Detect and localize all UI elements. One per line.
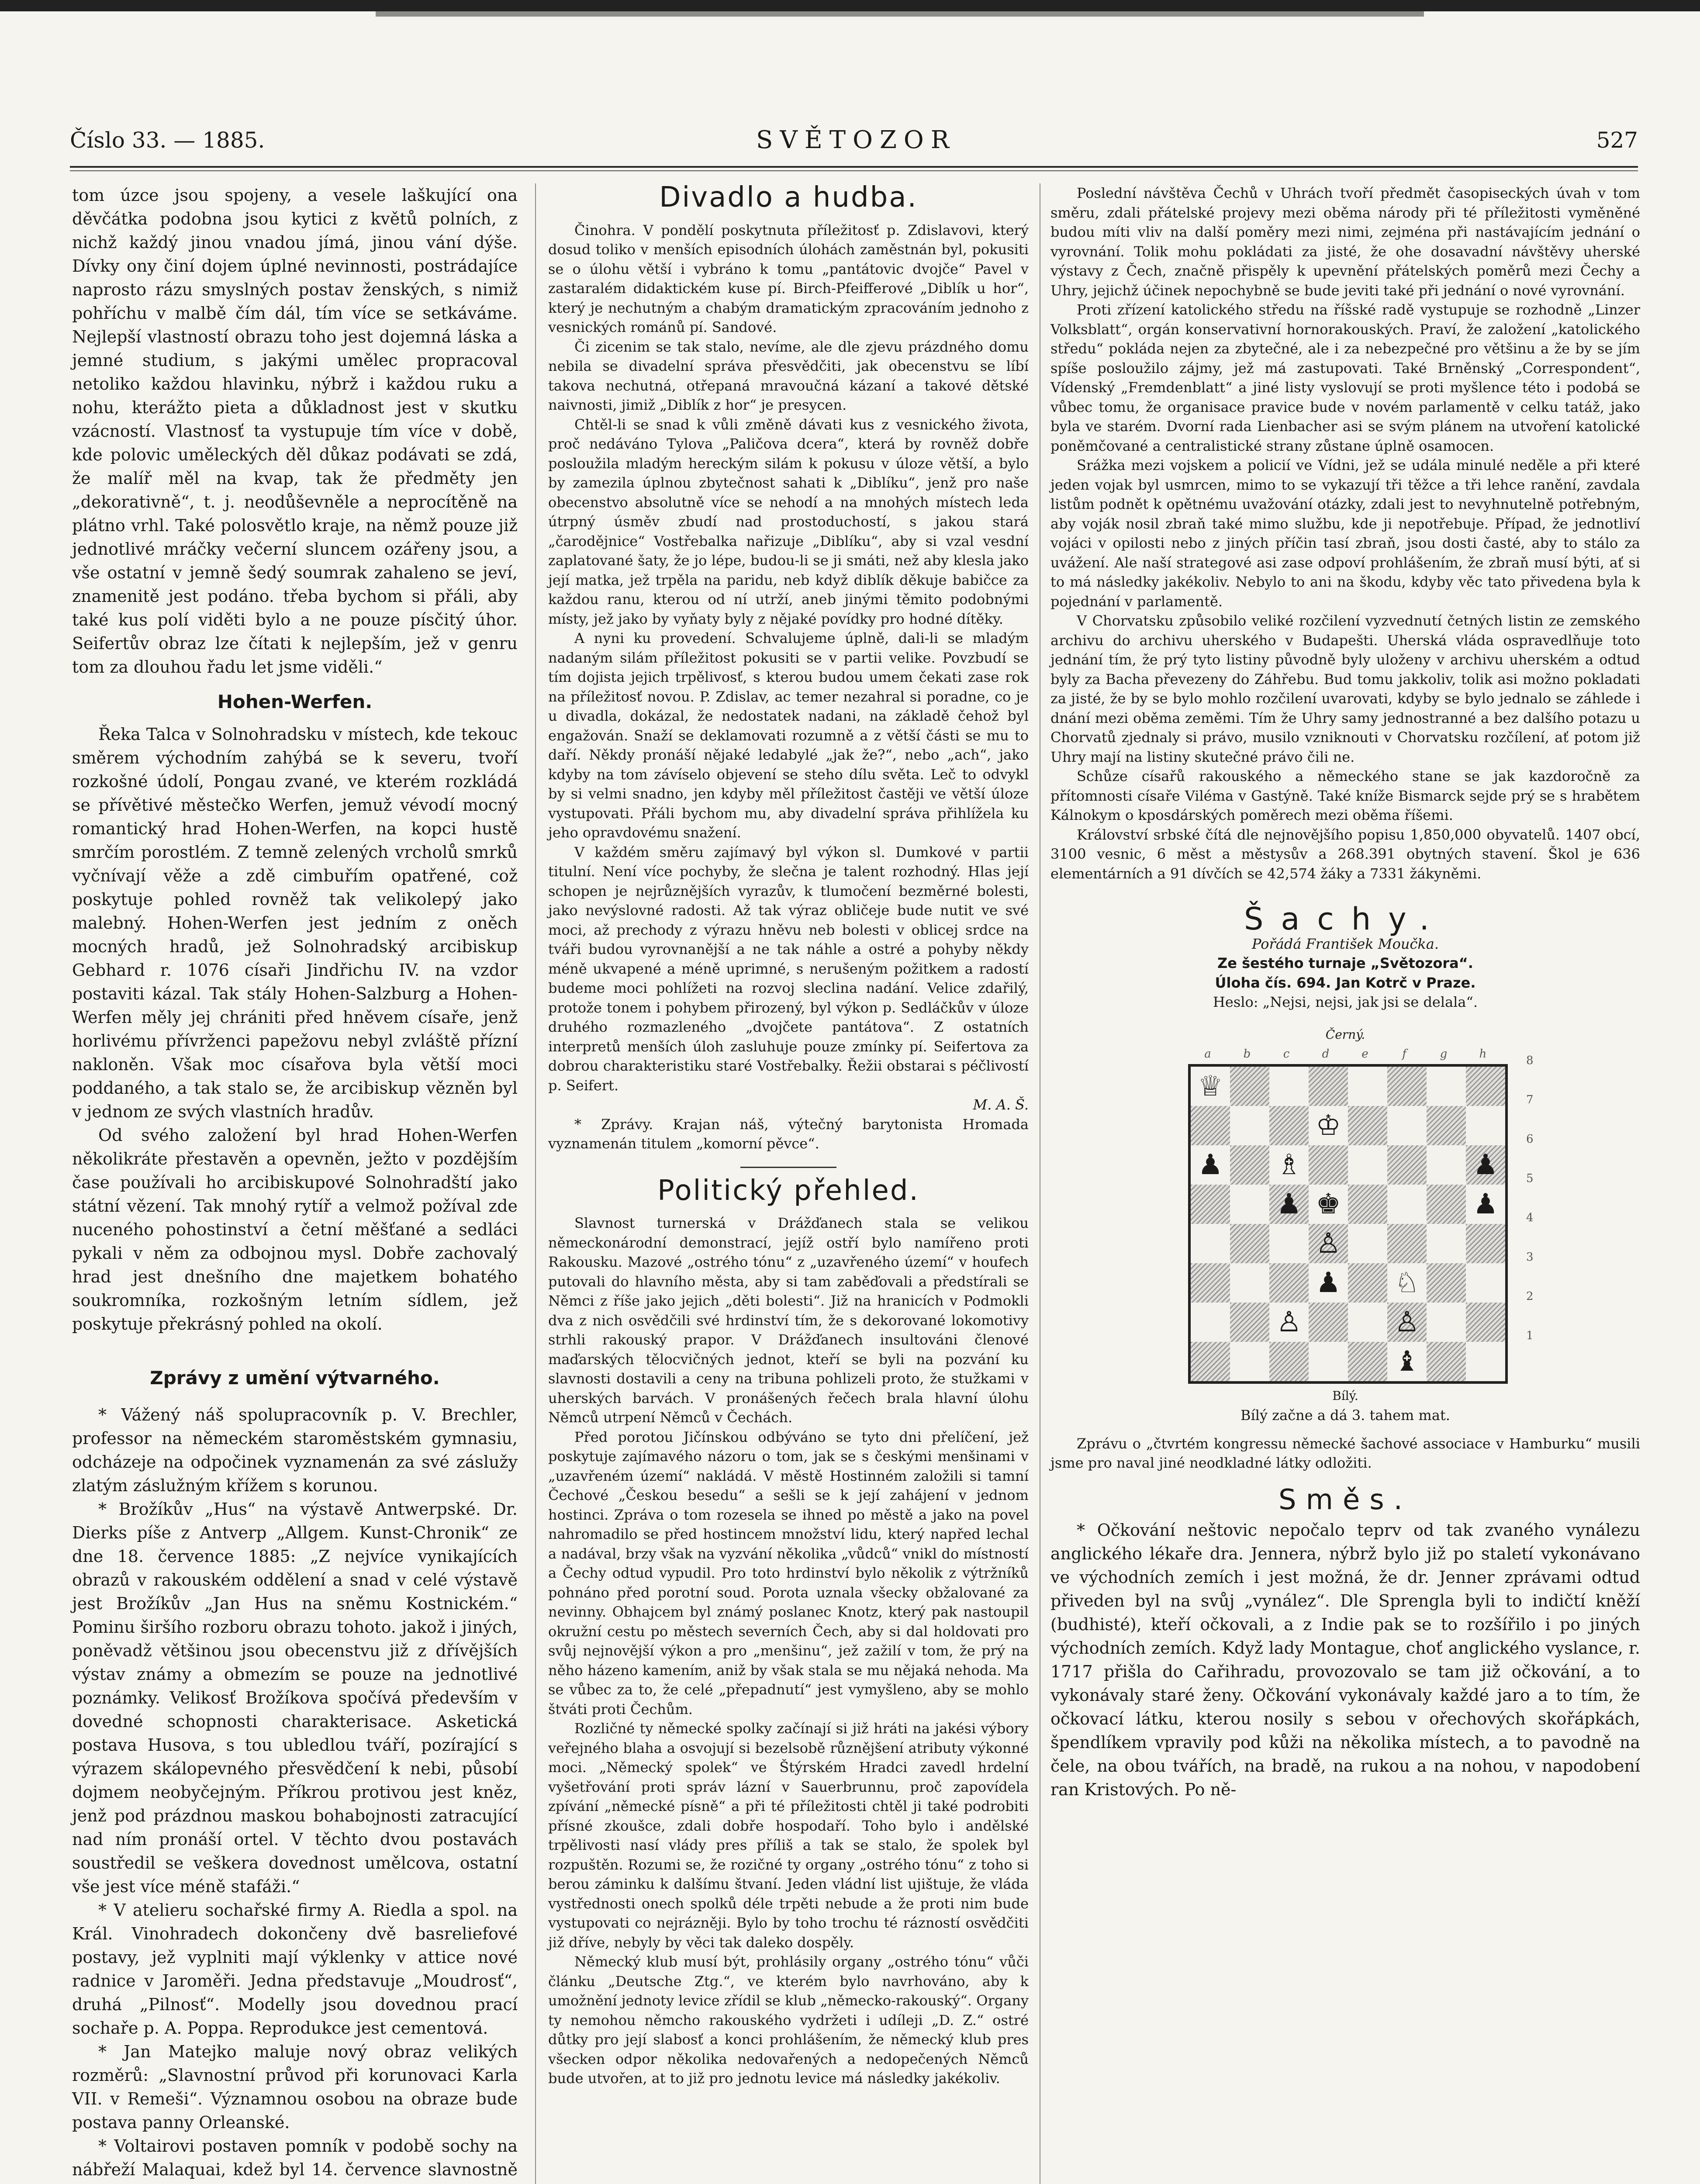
paragraph: Německý klub musí být, prohlásily organy „ostrého tónu“ vůči článku „Deutsche Ztg.“, ve kterém bylo navrhováno, aby k umožnění jednoty levice zřídil se klub „německo-rakouský“. Organy ty nemohou němcho rakouského vydržeti i udíleji „D. Z.“ ostré důtky pro její slabosť a konci prohlášením, že německý klub pres všecken odpor několika nedovařených a nedopečených Němců bude utvořen, at to již pro jednotu levice má následky jakékoliv. (548, 1953, 1029, 2087)
chess-square-e6 (1348, 1145, 1387, 1185)
news-item: * Vážený náš spolupracovník p. V. Brechler, professor na německém staroměstském gymnasiu, odcházeje na odpočinek vyznamenán za své záslužy zlatým záslužným křížem s korunou. (72, 1405, 518, 1495)
paragraph: Schůze císařů rakouského a německého stane se jak kazdoročně za přítomnosti císaře Viléma v Gastýně. Také kníže Bismarck sejde prý se s hrabětem Kálnokym o kposdárských poměrech mezi oběma říšemi. (1050, 768, 1640, 823)
chess-square-b2 (1230, 1303, 1269, 1342)
masthead: SVĚTOZOR (756, 126, 956, 154)
chess-square-f3: ♘ (1387, 1263, 1427, 1303)
chess-side-black: Černý. (1325, 1027, 1365, 1042)
paragraph: A nyni ku provedení. Schvalujeme úplně, dali-li se mladým nadaným silám příležitost pokusiti se v partii velike. Povzbudí se tím dojista jejich trpělivosť, s kterou budou umem čekati zase rok na příležitosť novou. P. Zdislav, ac temer nezahral si poradne, co je u divadla, dokázal, že nedostatek nadani, na základě čehož byl engažován. Snaží se deklamovati rozumně a z větší části se mu to daří. Někdy pronáší nějaké ledabylé „jak že?“, nebo „ach“, jako kdyby na tom závíselo objevení se steho dílu světa. Leč to odvykl by si velmi snadno, jen kdyby měl příležitost častěji ve větší úloze vystupovati. Přáli bychom mu, aby divadelní správa přihlížela ku jeho opravdovému snažení. (548, 630, 1029, 841)
chess-file-label: b (1243, 1047, 1251, 1061)
article-continuation: tom úzce jsou spojeny, a vesele laškující ona děvčátka podobna jsou kytici z květů polních, z nichž každý jinou vnadou jímá, jinou vání dýše. Dívky ony činí dojem úplné nevinnosti, postrádajíce naprosto rázu smyslných postav ženských, s nimiž pohříchu v malbě čím dál, tím více se setkáváme. Nejlepší vlastností obrazu toho jest dojemná láska a jemné studium, s jakými umělec propracoval netoliko každou hlavinku, nýbrž i každou ruku a nohu, kterážto pieta a důkladnost jest v skutku vzácností. Vlastnosť ta vystupuje tím více v době, kde polovic uměleckých děl důkaz podávati se zdá, že malíř měl na kvap, tak že předměty jen „dekorativně“, t. j. neodůševněle a neprocítěně na plátno vrhl. Také polosvětlo kraje, na němž pouze již jednotlivé mráčky večerní sluncem ozářeny jsou, a vše ostatní v jemně šedý soumrak zahaleno se jeví, znamenitě jest podáno. třeba bychom si přáli, aby také kus polí viděti bylo a ne pouze písčitý úhor. Seifertův obraz lze čítati k nejlepším, jež v genru tom za dlouhou řadu let jsme viděli.“ (72, 186, 518, 677)
paragraph: * Očkování neštovic nepočalo teprv od tak zvaného vynálezu anglického lékaře dra. Jennera, nýbrž bylo již po staletí vykonávano ve východních zemích i jest možná, že dr. Jenner zprávami odtud přiveden byl na svůj „vynález“. Dle Sprengla byli to indičtí kněží (budhisté), kteří očkovali, a z Indie pak se to rozšířilo i po jiných východních zemích. Když lady Montague, choť anglického vyslance, r. 1717 přišla do Cařihradu, provozovalo se tam již očkování, a to vykonávaly staré ženy. Očkování vykonávaly každé jaro a to tím, že očkovací látku, kterou nosily s sebou v ořechových skořápkách, špendlíkem vpravily pod kůži na několika místech, a to pavodně na čele, na obou tvářích, na bradě, na rukou a na nohou, v napodobení ran Kristových. Po ně- (1050, 1521, 1640, 1799)
chess-square-d3: ♟ (1309, 1263, 1348, 1303)
chess-file-label: c (1283, 1047, 1290, 1061)
chess-square-d6 (1309, 1145, 1348, 1185)
chess-square-g7 (1427, 1106, 1466, 1145)
chess-file-labels (1188, 1044, 1503, 1064)
chess-editor: Pořádá František Moučka. (1251, 935, 1439, 952)
section-title-politicky-prehled: Politický přehled. (657, 1174, 919, 1207)
page-number: 527 (1596, 128, 1638, 153)
chess-rank-label: 4 (1526, 1211, 1534, 1224)
chess-square-d4: ♙ (1309, 1224, 1348, 1263)
chess-square-a2 (1191, 1303, 1230, 1342)
chess-square-d8 (1309, 1067, 1348, 1106)
chess-square-d2 (1309, 1303, 1348, 1342)
chess-square-f1: ♝ (1387, 1342, 1427, 1381)
chess-square-g5 (1427, 1185, 1466, 1224)
section-title-hohen-werfen: Hohen-Werfen. (217, 691, 373, 712)
chess-square-f7 (1387, 1106, 1427, 1145)
scan-top-band (0, 0, 1700, 11)
column-separator-1 (535, 183, 536, 2184)
chess-square-c5: ♟ (1269, 1185, 1309, 1224)
chess-diagram (1171, 1025, 1534, 1406)
chess-square-a7 (1191, 1106, 1230, 1145)
chess-file-label: a (1204, 1047, 1211, 1061)
chess-rank-label: 2 (1526, 1289, 1534, 1303)
chess-square-e8 (1348, 1067, 1387, 1106)
chess-file-label: h (1479, 1047, 1487, 1061)
paragraph: Řeka Talca v Solnohradsku v místech, kde tekouc směrem východním zahýbá se k severu, tvoří rozkošné údolí, Pongau zvané, ve kterém rozkládá se přívětivé městečko Werfen, jemuž vévodí mocný romantický hrad Hohen-Werfen, na kopci hustě smrčím porostlém. Z temně zelených vrcholů smrků vyčnívají věže a zdě cimbuřím opatřené, což poskytuje pohled rovněž tak velikolepý jako malebný. Hohen-Werfen jest jedním z oněch mocných hradů, jež Solnohradský arcibiskup Gebhard r. 1076 císaři Jindřichu IV. na vzdor postaviti kázal. Tak stály Hohen-Salzburg a Hohen-Werfen měly jej chrániti před hněvem císaře, jenž horlivému přívrženci papežovu nebyl zvláště přízní nakloněn. Však moc císařova byla větší moci poddaného, a tak stalo se, že arcibiskup vězněn byl v jednom ze svých vlastních hradův. (72, 725, 518, 1121)
news-item: * Jan Matejko maluje nový obraz velikých rozměrů: „Slavnostní průvod při korunovaci Karla VII. v Remeši“. Významnou osobou na obraze bude postava panny Orleanské. (72, 2042, 518, 2132)
section-title-smes: Směs. (1278, 1483, 1413, 1516)
paragraph: Poslední návštěva Čechů v Uhrách tvoří předmět časopiseckých úvah v tom směru, zdali přátelské projevy mezi oběma národy při té příležitosti vyměněné budou míti vliv na další poměry mezi nimi, zejména při nastávajícím jednání o vyrovnání. Tolik mohu pokládati za jisté, že ohe dosavadní návštěvy uherské výstavy z Čech, značně přispěly k upevnění přátelských poměrů mezi Čechy a Uhry, jejichž účinek nepochybně se bude jeviti také při jednání o nové vyrovnání. (1050, 185, 1640, 299)
chess-square-f8 (1387, 1067, 1427, 1106)
chess-square-c1 (1269, 1342, 1309, 1381)
chess-square-a6: ♟ (1191, 1145, 1230, 1185)
chess-square-b3 (1230, 1263, 1269, 1303)
paragraph: Před porotou Jičínskou odbýváno se tyto dni přelíčení, jež poskytuje zajímavého názoru o tom, jak se s českými menšinami v „uzavřeném území“ nakládá. V městě Hostinném založili si tamní Čechové „Českou besedu“ a sešli se k její zahájení v jednom hostinci. Zpráva o tom rozesela se ihned po městě a jako na povel nahromadilo se před hostincem množství lidu, který napřed lechal a nadával, brzy však na vyzvání několika „vůdců“ vnikl do místností a Čechy odtud vypudil. Pro toto hrdinství bylo několik z výtržníků pohnáno před porotní soud. Porota uznala všecky obžalované za nevinny. Obhajcem byl známý poslanec Knotz, který pak nastoupil okružní cestu po městech severních Čech, aby si dal holdovati pro svůj nejnovější výkon a pro „menšinu“, jež zažilí v tom, že prý na něho házeno kamením, aniž by však stala se mu nějaká nehoda. Ma se vůbec za to, že celé „přepadnutí“ jest vymyšleno, aby se mohlo štváti proti Čechům. (548, 1428, 1029, 1717)
chess-square-h7 (1466, 1106, 1505, 1145)
section-divider (740, 1167, 836, 1168)
chess-square-b4 (1230, 1224, 1269, 1263)
chess-square-a5 (1191, 1185, 1230, 1224)
chess-square-c8 (1269, 1067, 1309, 1106)
chess-square-c2: ♙ (1269, 1303, 1309, 1342)
chess-square-h5: ♟ (1466, 1185, 1505, 1224)
paragraph: V Chorvatsku způsobilo veliké rozčilení vyzvednutí četných listin ze zemského archivu do archivu uherského v Budapešti. Uherská vláda ospravedlňuje toto jednání tím, že prý tyto listiny původně byly uloženy v archivu uherském a odtud byly za Bacha převezeny do Záhřebu. Bud tomu jakkoliv, tolik asi možno pokladati za jisté, že by se bylo mohlo rozčilení uvarovati, kdyby se bylo jednalo se záhlede i dnání mezi oběma zeměmi. Tím že Uhry samy jednostranné a bez dalšího potazu u Chorvatů zjednaly si právo, musilo vzniknouti v Chorvatsku rozčílení, ať potom již Uhry mají na listiny skutečné právo čili ne. (1050, 612, 1640, 765)
issue-number: Číslo 33. — 1885. (70, 128, 265, 153)
chess-rank-label: 7 (1526, 1093, 1534, 1106)
chess-square-h8 (1466, 1067, 1505, 1106)
chess-square-g8 (1427, 1067, 1466, 1106)
chess-square-d1 (1309, 1342, 1348, 1381)
paragraph: Slavnost turnerská v Drážďanech stala se velikou německonárodní demonstrací, jejíž ostří bylo namířeno proti Rakousku. Mazové „ostrého tónu“ z „uzavřeného území“ v houfech putovali do hlavního města, aby si tam zaběďovali a předstírali se Němci z říše jako jejich „děti bolesti“. Již na hranicích v Podmokli dva z nich osvědčili své hrdinství tím, že s dekorované lokomotivy strhli rakouský prapor. V Drážďanech insultováni členové maďarských tělocvičných jednot, kteří se byli na pozvání ku slavnosti dostavili a ceny na tribuna pohlizeli proto, že stužkami v uherských barvách. V pronášených řečech brala hlavní úlohu Němců utrpení Němců v Čechách. (548, 1215, 1029, 1426)
chess-square-h6: ♟ (1466, 1145, 1505, 1185)
chess-square-h3 (1466, 1263, 1505, 1303)
chess-square-f5 (1387, 1185, 1427, 1224)
chess-square-g6 (1427, 1145, 1466, 1185)
chess-square-c7 (1269, 1106, 1309, 1145)
chess-square-h2 (1466, 1303, 1505, 1342)
chess-square-a8: ♕ (1191, 1067, 1230, 1106)
chess-square-b8 (1230, 1067, 1269, 1106)
chess-square-c4 (1269, 1224, 1309, 1263)
chess-square-e3 (1348, 1263, 1387, 1303)
chess-rank-label: 3 (1526, 1250, 1534, 1264)
chess-file-label: d (1322, 1047, 1330, 1061)
chess-square-b5 (1230, 1185, 1269, 1224)
chess-square-d5: ♚ (1309, 1185, 1348, 1224)
paragraph: Proti zřízení katolického středu na říšské radě vystupuje se rozhodně „Linzer Volksblatt“, orgán konservativní hornorakouských. Praví, že založení „katolického středu“ pokláda nejen za zbytečné, ale i za nebezpečné pro většinu a že by se jím spíše posloužilo zájmy, jež má zastupovati. Také Brněnský „Correspondent“, Vídenský „Fremdenblatt“ a jiné listy vyslovují se proti myšlence této i podobá se vůbec tomu, že organisace pravice bude v novém parlamentě v celku tatáž, jako byla ve starém. Dvorní rada Lienbacher asi se svým plánem na utvoření katolické poněmčované a centralistické strany zůstane úplně osamocen. (1050, 301, 1640, 454)
paragraph: Rozličné ty německé spolky začínají si již hráti na jakési výbory veřejného blaha a osvojují si bezelsobě různějšení atributy výkonné moci. „Německý spolek“ ve Štýrském Hradci zavedl hrdelní vyšetřování proti správ lázní v Sauerbrunnu, proč zapovídela zpívání „německé písně“ a při té příležitosti chtěl ji také podrobiti přísné zkoušce, zdali dobře hospodaří. Toho bylo i andělské trpělivosti nasí vlády pres příliš a tak se stalo, že spolek byl rozpuštěn. Rozumi se, že rozičné ty organy „ostrého tónu“ z toho si berou záminku k dalšímu štvaní. Jeden vládní list ujištuje, že vláda vystřednosti onech spolků déle trpěti nebude a že proti nim bude vystupovati co nejrázněji. Bylo by toho trochu té rázností osvědčiti již dříve, nebyly by věci tak daleko dospěly. (548, 1720, 1029, 1951)
chess-motto: Heslo: „Nejsi, nejsi, jak jsi se delala“. (1213, 994, 1478, 1010)
author-signature: M. A. Š. (973, 1096, 1029, 1113)
chess-rank-label: 8 (1526, 1054, 1534, 1067)
chess-square-g2 (1427, 1303, 1466, 1342)
chess-rank-label: 6 (1526, 1132, 1534, 1146)
chess-square-g4 (1427, 1224, 1466, 1263)
paragraph: Chtěl-li se snad k vůli změně dávati kus z vesnického života, proč nedáváno Tylova „Paličova dcera“, která by rovněž dobře posloužila mladým hereckým silám k pokusu v úloze větší, a bylo by zamezila úplnou zbytečnost sahati k „Diblíku“, jenž pro naše obecenstvo absolutně více se nehodí a na mnohých místech leda útrpný úsměv zbudí nad prostoduchostí, s jakou stará „čarodějnice“ Vostřebalka nařizuje „Diblíku“, aby si vzal vesdní zaplatované šaty, že jo lépe, budou-li se ji smáti, než aby klesla jako její matka, jež trpěla na paridu, neb když diblík děkuje babičce za každou ranu, kterou od ní utrží, aneb jinými těmito podobnými místy, jež jako by vyňaty byly z nějaké povídky pro hodné dítěky. (548, 416, 1029, 627)
chess-square-a1 (1191, 1342, 1230, 1381)
section-title-sachy: Šachy. (1244, 901, 1447, 937)
chess-square-h4 (1466, 1224, 1505, 1263)
paragraph: Činohra. V pondělí poskytnuta příležitosť p. Zdislavovi, který dosud toliko v menších episodních úlohách zaměstnán byl, pokusiti se o úlohu větší i vybráno k tomu „pantátovic dvojče“ Pavel v zastaralém didaktickém kuse pí. Birch-Pfeifferové „Diblík u hor“, který je nechutným a chabým dramatickým zpracováním jednoho z vesnických románů pí. Sandové. (548, 221, 1029, 335)
paragraph: Království srbské čítá dle nejnovějšího popisu 1,850,000 obyvatelů. 1407 obcí, 3100 vesnic, 6 měst a městysův a 268.391 obytných stavení. Škol je 636 elementárních a 91 dívčích se 42,574 žáky a 7331 žákyněmi. (1050, 826, 1640, 882)
chess-square-e7 (1348, 1106, 1387, 1145)
chess-note: Zprávu o „čtvrtém kongressu německé šachové associace v Hamburku“ musili jsme pro naval jiné neodkladné látky odložiti. (1050, 1435, 1640, 1471)
column-3 (1050, 183, 1640, 2184)
page-header (70, 128, 1638, 162)
chess-square-e4 (1348, 1224, 1387, 1263)
chess-square-c6: ♗ (1269, 1145, 1309, 1185)
section-title-divadlo: Divadlo a hudba. (659, 181, 918, 214)
paragraph: Srážka mezi vojskem a policií ve Vídni, jež se udála minulé neděle a při které jeden vojak byl usmrcen, mimo to se vykazují tři těžce a tři lehce ranění, zavdala listům podnět k opětnému uvažování otázky, zdali jest to nevyhnutelně potřebným, aby voják nosil zbraň také mimo službu, kde ji nepotřebuje. Případ, že jednotliví vojáci v opilosti nebo z jiných příčin tasí zbraň, jsou dosti časté, aby to stálo za uvážení. Ale naší strategové asi zase odpoví prohlášením, že zbraň musí býti, ať si to má následky jakékoliv. Nebylo to ani na škodu, kdyby věc tato přivedena byla k pojednání v parlamentě. (1050, 457, 1640, 610)
chess-side-white: Bílý. (1332, 1388, 1358, 1403)
chess-file-label: f (1402, 1047, 1406, 1061)
chess-problem-number: Úloha čís. 694. Jan Kotrč v Praze. (1215, 974, 1476, 991)
chess-square-d7: ♔ (1309, 1106, 1348, 1145)
chess-rank-labels (1526, 1041, 1539, 1355)
chess-square-f6 (1387, 1145, 1427, 1185)
chess-square-g1 (1427, 1342, 1466, 1381)
paragraph: Od svého založení byl hrad Hohen-Werfen několikráte přestavěn a opevněn, ježto v pozdějším čase používali ho arcibiskupové Solnohradští jako státní vězení. Tak mnohý rytíř a velmož požíval zde nuceného pohostinství a četní měšťané a sedláci pykali v něm za odbojnou mysl. Dobře zachovalý hrad jest dnešního dne majetkem bohatého soukromníka, rozkošným letním sídlem, jež poskytuje překrásný pohled na okolí. (72, 1126, 518, 1334)
chess-square-b7 (1230, 1106, 1269, 1145)
news-item: * Voltairovi postaven pomník v podobě sochy na nábřeží Malaquai, kdež byl 14. července slavnostně (72, 2136, 518, 2179)
chess-square-f4 (1387, 1224, 1427, 1263)
chess-caption: Bílý začne a dá 3. tahem mat. (1240, 1407, 1450, 1424)
news-item: * Zprávy. Krajan náš, výtečný barytonista Hromada vyznamenán titulem „komorní pěvce“. (548, 1116, 1029, 1152)
chess-square-e2 (1348, 1303, 1387, 1342)
news-item: * Brožíkův „Hus“ na výstavě Antwerpské. Dr. Dierks píše z Antverp „Allgem. Kunst-Chronik“ ze dne 18. července 1885: „Z nejvíce vynikajících obrazů v rakouském oddělení a snad v celé výstavě jest Brožíkův „Jan Hus na sněmu Kostnickém.“ Pominu širšího rozboru obrazu tohoto. jakož i jiných, poněvadž většinou jsou obecenstvu již z dřívějších výstav známy a obmezím se pouze na jednotlivé poznámky. Velikosť Brožíkova spočívá především v dovedné schopnosti charakterisace. Asketická postava Husova, s tou ubledlou tváří, pozírající s výrazem skálopevného přesvědčení k nebi, působí dojmem neobyčejným. Příkrou protivou jest kněz, jenž pod prázdnou maskou bohabojnosti zatracující nad ním pronáší ortel. V těchto dvou postavách soustředil se veškera dovednost umělcova, ostatní vše jest více méně stafáži.“ (72, 1500, 518, 1896)
news-item: * V atelieru sochařské firmy A. Riedla a spol. na Král. Vinohradech dokončeny dvě basreliefové postavy, jež vyplniti mají výklenky v attice nové radnice v Jaroměři. Jedna představuje „Moudrosť“, druhá „Pilnosť“. Modelly jsou dovednou prací sochaře p. A. Poppa. Reprodukce jest cementová. (72, 1901, 518, 2038)
chess-square-c3 (1269, 1263, 1309, 1303)
column-1 (72, 183, 518, 2184)
chess-rank-label: 5 (1526, 1171, 1534, 1185)
header-rule (70, 166, 1638, 168)
chess-board (1188, 1064, 1508, 1384)
paragraph: Či zicenim se tak stalo, nevíme, ale dle zjevu prázdného domu nebila se divadelní správa přesvědčiti, jak obecenstvu se líbí takova nechutná, otřepaná mravoučná kázaní a takové dětské naivnosti, jimiž „Diblík z hor“ je presycen. (548, 338, 1029, 413)
chess-square-h1 (1466, 1342, 1505, 1381)
column-2 (548, 183, 1029, 2184)
chess-square-e1 (1348, 1342, 1387, 1381)
chess-square-f2: ♙ (1387, 1303, 1427, 1342)
chess-rank-label: 1 (1526, 1329, 1534, 1342)
chess-square-b6 (1230, 1145, 1269, 1185)
scan-top-band-shadow (376, 11, 1424, 17)
chess-square-a3 (1191, 1263, 1230, 1303)
chess-square-e5 (1348, 1185, 1387, 1224)
header-rule-thin (70, 170, 1638, 171)
chess-tournament: Ze šestého turnaje „Světozora“. (1217, 955, 1473, 971)
paragraph: V každém směru zajímavý byl výkon sl. Dumkové v partii titulní. Není více pochyby, že slečna je talent rozhodný. Hlas její schopen je nejrůznějších vyrazův, k tlumočení bezměrné bolesti, jako nevýslovné radosti. Až tak výraz obličeje bude nutit ve své moci, až prechody z výrazu hněvu neb bolesti v oblicej srdce na tváři budou vyrovnanější a ne tak náhle a ostré a pohyby někdy méně ukvapené a méně uprimné, s nerušeným požitkem a radostí budeme moci pohlížeti na rozvoj sleclina nadání. Velice zdařilý, protože tonem i pohybem přirozený, byl výkon p. Sedláčkův v úloze druhého rozmazleného „dvojčete pantátova“. Z ostatních interpretů menších úloh zasluhuje pouze zmínky pí. Seifertova za dobrou charakteristiku staré Vostřebalky. Řežii obstarai s péčlivostí p. Seifert. (548, 843, 1029, 1094)
chess-file-label: e (1361, 1047, 1368, 1061)
section-title-zpravy-umeni: Zprávy z umění výtvarného. (150, 1367, 440, 1389)
chess-square-a4 (1191, 1224, 1230, 1263)
chess-square-g3 (1427, 1263, 1466, 1303)
chess-square-b1 (1230, 1342, 1269, 1381)
chess-file-label: g (1440, 1047, 1448, 1061)
